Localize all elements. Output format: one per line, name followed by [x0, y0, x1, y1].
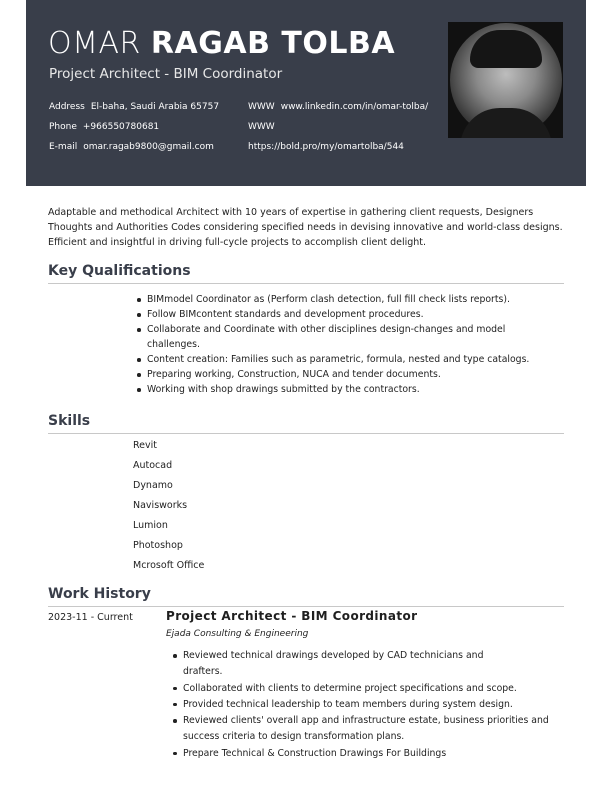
email-row: [49, 137, 219, 157]
www-label: WWW: [248, 122, 275, 132]
candidate-name: [48, 26, 395, 61]
address-value: El-baha, Saudi Arabia 65757: [90, 102, 220, 112]
resume-header: [26, 0, 586, 186]
first-name: OMAR: [48, 26, 141, 61]
www-label: WWW: [248, 102, 275, 112]
skill-item: Mcrosoft Office: [133, 560, 205, 571]
list-item: Prepare Technical & Construction Drawings For Buildings: [172, 746, 552, 762]
list-item: Provided technical leadership to team members during system design.: [172, 697, 552, 713]
list-item: Follow BIMcontent standards and development procedures.: [136, 307, 566, 322]
email-label: E-mail: [49, 142, 78, 152]
skill-item: Revit: [133, 440, 158, 451]
list-item: Content creation: Families such as parametric, formula, nested and type catalogs.: [136, 352, 566, 367]
last-name: RAGAB TOLBA: [150, 26, 396, 61]
skills-list: [133, 436, 204, 576]
list-item: Working with shop drawings submitted by the contractors.: [136, 382, 566, 397]
phone-label: Phone: [49, 122, 77, 132]
skill-item: Photoshop: [133, 540, 183, 551]
job-dates: 2023-11 - Current: [48, 612, 133, 623]
professional-summary: Adaptable and methodical Architect with 10 years of expertise in gathering client requests, Designers Thoughts and Authorities Codes considering specified needs in devising innovative and world-class designs. Efficient and insightful in driving full-cycle projects to accomplish client delight.: [48, 207, 563, 248]
web-links: [248, 97, 433, 157]
section-heading-skills: Skills: [48, 413, 564, 434]
job-company: Ejada Consulting & Engineering: [166, 629, 309, 639]
www-row-2: [248, 117, 433, 157]
list-item: BIMmodel Coordinator as (Perform clash detection, full fill check lists reports).: [136, 292, 566, 307]
section-heading-work-history: Work History: [48, 586, 564, 607]
qualifications-list: [136, 292, 566, 397]
list-item: Reviewed clients' overall app and infrastructure estate, business priorities and success criteria to design transformation plans.: [172, 713, 552, 746]
address-row: [49, 97, 219, 117]
list-item: Collaborated with clients to determine project specifications and scope.: [172, 681, 552, 697]
skill-item: Autocad: [133, 460, 173, 471]
profile-photo: [448, 22, 563, 138]
skill-item: Dynamo: [133, 480, 173, 491]
section-heading-qualifications: Key Qualifications: [48, 263, 564, 284]
list-item: Preparing working, Construction, NUCA and tender documents.: [136, 367, 566, 382]
list-item: Collaborate and Coordinate with other disciplines design-changes and model challenges.: [136, 322, 566, 352]
job-role: Project Architect - BIM Coordinator: [166, 609, 418, 623]
skill-item: Lumion: [133, 520, 168, 531]
bold-pro-link[interactable]: https://bold.pro/my/omartolba/544: [248, 142, 404, 152]
job-duties-list: [172, 648, 552, 762]
email-link[interactable]: omar.ragab9800@gmail.com: [83, 142, 214, 152]
address-label: Address: [49, 102, 85, 112]
contact-details: [49, 97, 219, 157]
skill-item: Navisworks: [133, 500, 188, 511]
list-item: Reviewed technical drawings developed by CAD technicians and drafters.: [172, 648, 552, 681]
linkedin-link[interactable]: www.linkedin.com/in/omar-tolba/: [280, 102, 429, 112]
phone-row: [49, 117, 219, 137]
job-title: Project Architect - BIM Coordinator: [49, 66, 283, 82]
phone-value: +966550780681: [82, 122, 160, 132]
www-row-1: [248, 97, 433, 117]
